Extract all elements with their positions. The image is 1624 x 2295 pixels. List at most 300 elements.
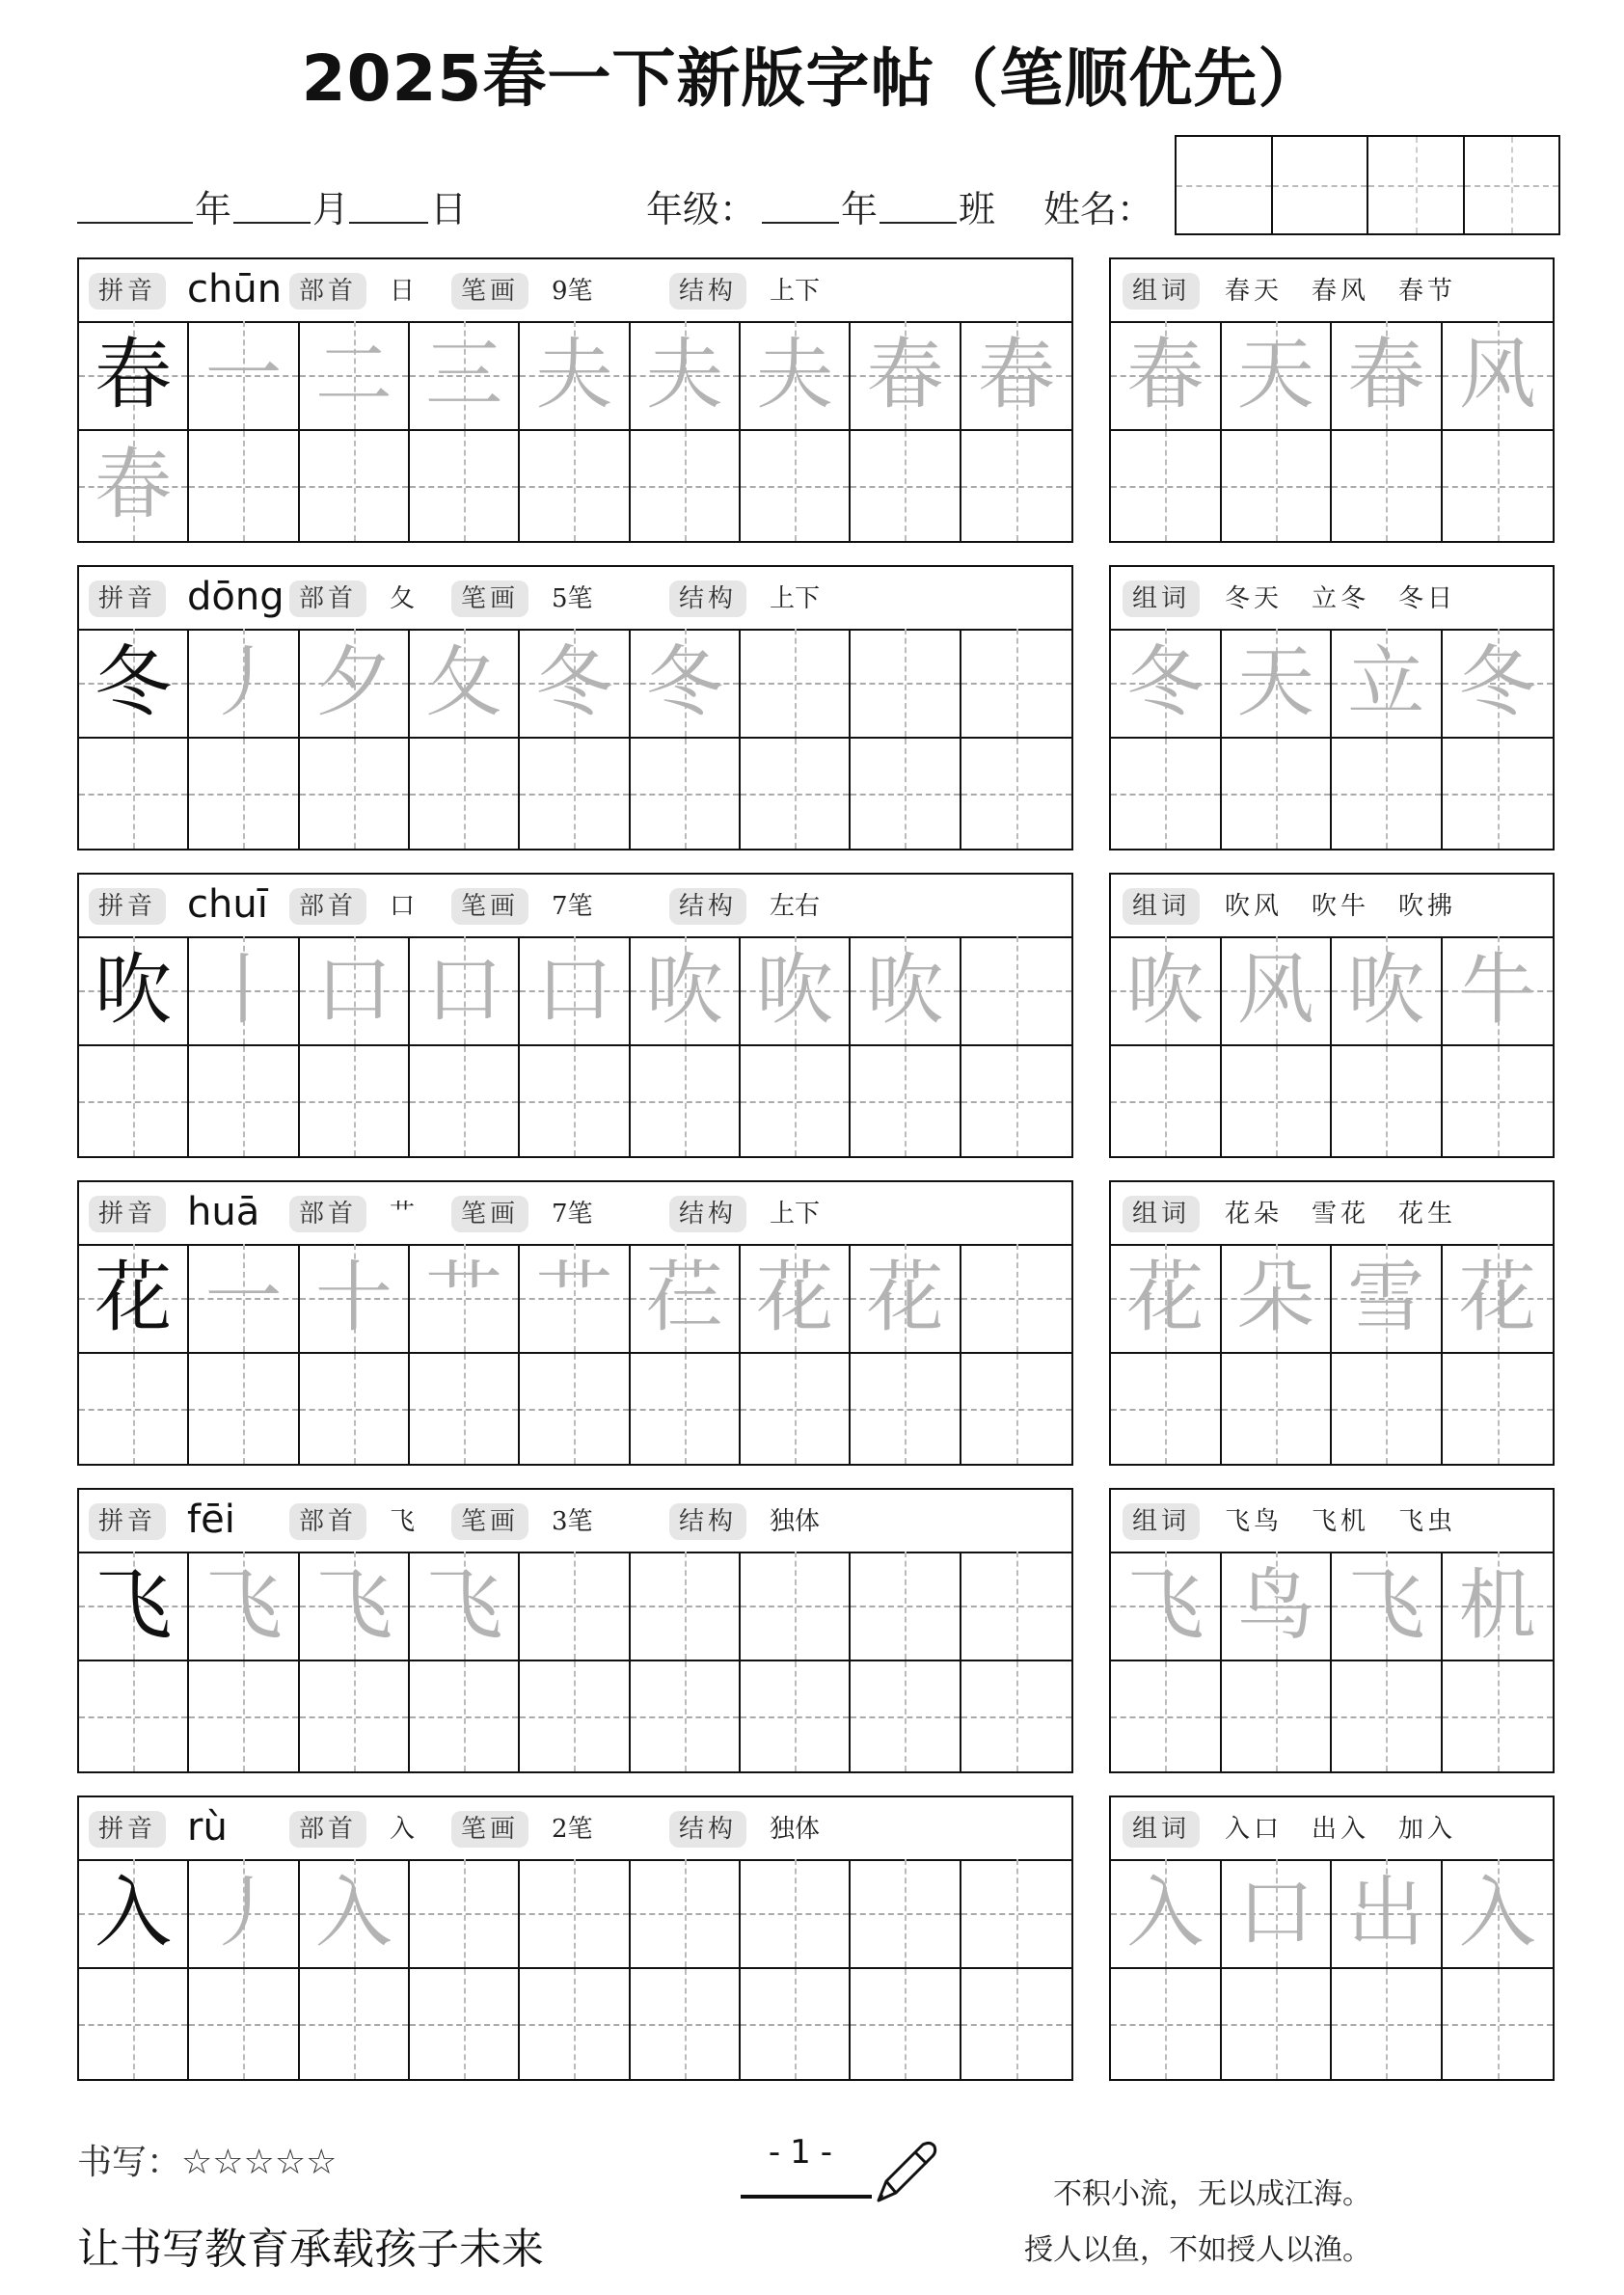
page-title: 2025春一下新版字帖（笔顺优先）	[301, 41, 1323, 116]
word-trace-cell[interactable]	[1332, 1552, 1443, 1661]
word-practice-cell[interactable]	[1222, 1354, 1333, 1464]
character-practice-block	[77, 873, 1073, 1158]
stroke-step-cell[interactable]	[961, 1552, 1071, 1661]
stroke-step-character: 入	[314, 1868, 392, 1958]
stroke-step-character: 口	[425, 945, 503, 1035]
stroke-step-character	[741, 1552, 849, 1660]
word-trace-character: 机	[1458, 1560, 1536, 1650]
stroke-step-cell[interactable]	[631, 1244, 741, 1354]
word-practice-cell[interactable]	[1443, 431, 1554, 541]
practice-cell[interactable]	[189, 1661, 299, 1771]
practice-cell[interactable]	[189, 1354, 299, 1464]
stroke-step-cell[interactable]	[300, 629, 410, 739]
word-grid	[1111, 629, 1553, 849]
practice-cell[interactable]	[961, 1046, 1071, 1156]
practice-cell[interactable]	[741, 739, 851, 849]
stroke-step-cell[interactable]	[631, 936, 741, 1046]
word-practice-cell[interactable]	[1222, 1969, 1333, 2079]
model-character: 花	[95, 1253, 173, 1342]
word-trace-cell[interactable]	[1111, 629, 1222, 739]
practice-cell[interactable]	[851, 739, 961, 849]
practice-cell[interactable]	[520, 739, 630, 849]
structure-value: 左右	[770, 892, 821, 921]
stroke-step-cell[interactable]	[741, 1244, 851, 1354]
stroke-step-cell[interactable]	[851, 936, 961, 1046]
stroke-step-cell[interactable]	[961, 629, 1071, 739]
word-trace-character: 冬	[1126, 637, 1204, 727]
stroke-step-cell[interactable]	[741, 629, 851, 739]
stroke-step-character: 二	[314, 330, 392, 419]
stroke-step-cell[interactable]	[410, 936, 520, 1046]
word-practice-block	[1109, 1180, 1555, 1466]
word-trace-cell[interactable]	[1111, 936, 1222, 1046]
strokes-value: 7笔	[552, 1200, 593, 1228]
word-trace-cell[interactable]	[1332, 936, 1443, 1046]
stroke-step-cell[interactable]	[189, 629, 299, 739]
pinyin-value: chūn	[187, 267, 283, 311]
word-grid	[1111, 936, 1553, 1156]
stroke-step-cell[interactable]	[410, 629, 520, 739]
stroke-step-character	[520, 1859, 628, 1967]
practice-cell[interactable]	[851, 1661, 961, 1771]
structure-value: 独体	[770, 1815, 821, 1844]
word-trace-character: 雪	[1347, 1253, 1425, 1342]
word-trace-character: 风	[1236, 945, 1314, 1035]
word-trace-cell[interactable]	[1332, 1859, 1443, 1969]
word-trace-cell[interactable]	[1222, 936, 1333, 1046]
stroke-step-cell[interactable]	[189, 321, 299, 431]
practice-cell[interactable]	[851, 1046, 961, 1156]
practice-cell[interactable]	[410, 1046, 520, 1156]
character-practice-block	[77, 257, 1073, 543]
model-character: 冬	[95, 637, 173, 727]
stroke-step-character: 口	[314, 945, 392, 1035]
word-practice-cell[interactable]	[1222, 1661, 1333, 1771]
pinyin-tag: 拼音	[89, 580, 166, 617]
stroke-step-cell[interactable]	[520, 1859, 630, 1969]
stroke-step-cell[interactable]	[741, 1552, 851, 1661]
writing-rating: 书写：☆☆☆☆☆	[77, 2143, 338, 2182]
character-info-header	[79, 875, 1071, 938]
day-blank[interactable]	[349, 222, 428, 224]
word-practice-cell[interactable]	[1332, 1969, 1443, 2079]
word-practice-cell[interactable]	[1443, 739, 1554, 849]
stroke-step-cell[interactable]	[189, 1244, 299, 1354]
practice-cell[interactable]	[300, 1046, 410, 1156]
word-practice-cell[interactable]	[1443, 1354, 1554, 1464]
word-trace-character: 立	[1347, 637, 1425, 727]
practice-cell[interactable]	[631, 431, 741, 541]
stroke-step-character: 夕	[314, 637, 392, 727]
pinyin-tag: 拼音	[89, 1196, 166, 1232]
word-trace-cell[interactable]	[1443, 1552, 1554, 1661]
stroke-step-cell[interactable]	[961, 936, 1071, 1046]
words-tag: 组词	[1123, 273, 1200, 310]
model-cell[interactable]	[79, 1552, 189, 1661]
stroke-step-cell[interactable]	[300, 936, 410, 1046]
strokes-value: 2笔	[552, 1815, 593, 1844]
stroke-step-cell[interactable]	[741, 1859, 851, 1969]
practice-cell[interactable]	[520, 1661, 630, 1771]
structure-value: 上下	[770, 277, 821, 306]
word-grid	[1111, 1552, 1553, 1771]
words-list: 冬天 立冬 冬日	[1225, 584, 1457, 613]
word-trace-character: 飞	[1126, 1560, 1204, 1650]
grade-year-label: 年	[841, 188, 879, 230]
practice-cell[interactable]	[410, 1354, 520, 1464]
stroke-step-character	[410, 1859, 518, 1967]
stroke-step-character: 夫	[756, 330, 834, 419]
trace-character	[79, 739, 187, 849]
practice-cell[interactable]	[300, 1661, 410, 1771]
name-cell[interactable]	[1177, 137, 1273, 233]
pinyin-value: dōng	[187, 575, 284, 619]
word-practice-cell[interactable]	[1332, 1354, 1443, 1464]
stroke-step-cell[interactable]	[520, 1552, 630, 1661]
word-trace-character: 花	[1126, 1253, 1204, 1342]
model-cell[interactable]	[79, 1859, 189, 1969]
month-blank[interactable]	[233, 222, 311, 224]
trace-character	[79, 1661, 187, 1771]
word-trace-character: 冬	[1458, 637, 1536, 727]
practice-cell[interactable]	[410, 739, 520, 849]
stroke-step-character	[851, 1552, 959, 1660]
radical-tag: 部首	[289, 888, 366, 925]
word-trace-character: 春	[1126, 330, 1204, 419]
practice-cell[interactable]	[79, 739, 189, 849]
word-trace-cell[interactable]	[1222, 1244, 1333, 1354]
practice-cell[interactable]	[961, 739, 1071, 849]
stroke-step-cell[interactable]	[300, 1859, 410, 1969]
practice-cell[interactable]	[79, 1969, 189, 2079]
word-trace-character: 入	[1458, 1868, 1536, 1958]
stroke-step-character	[631, 1552, 739, 1660]
stroke-step-character	[851, 629, 959, 737]
practice-cell[interactable]	[79, 1661, 189, 1771]
class-blank[interactable]	[880, 222, 957, 224]
practice-cell[interactable]	[189, 431, 299, 541]
stroke-step-cell[interactable]	[851, 1552, 961, 1661]
pinyin-value: rù	[187, 1805, 228, 1850]
character-practice-block	[77, 1488, 1073, 1773]
model-cell[interactable]	[79, 321, 189, 431]
character-info-header	[79, 1490, 1071, 1553]
stroke-step-cell[interactable]	[851, 629, 961, 739]
word-practice-cell[interactable]	[1111, 1354, 1222, 1464]
word-practice-cell[interactable]	[1222, 1046, 1333, 1156]
words-list: 吹风 吹牛 吹拂	[1225, 892, 1457, 921]
name-cell[interactable]	[1273, 137, 1369, 233]
word-practice-cell[interactable]	[1332, 1661, 1443, 1771]
model-cell[interactable]	[79, 629, 189, 739]
grade-year-blank[interactable]	[762, 222, 839, 224]
grade-label: 年级：	[646, 188, 757, 230]
practice-cell[interactable]	[410, 1969, 520, 2079]
word-grid	[1111, 1244, 1553, 1464]
character-info-header	[79, 1182, 1071, 1246]
stroke-step-character: 口	[535, 945, 613, 1035]
word-practice-block	[1109, 1488, 1555, 1773]
word-practice-cell[interactable]	[1332, 1046, 1443, 1156]
stroke-step-cell[interactable]	[520, 936, 630, 1046]
practice-cell[interactable]	[961, 1969, 1071, 2079]
quote-line-1: 不积小流，无以成江海。	[1053, 2177, 1371, 2211]
stroke-step-cell[interactable]	[300, 321, 410, 431]
stroke-step-character: 飞	[425, 1560, 503, 1650]
words-header	[1111, 1797, 1553, 1861]
name-cell[interactable]	[1465, 137, 1559, 233]
practice-cell[interactable]	[410, 1661, 520, 1771]
word-trace-cell[interactable]	[1443, 321, 1554, 431]
strokes-tag: 笔画	[451, 1196, 528, 1232]
practice-cell[interactable]	[79, 431, 189, 541]
stroke-step-cell[interactable]	[520, 1244, 630, 1354]
stroke-step-cell[interactable]	[520, 629, 630, 739]
stroke-step-cell[interactable]	[961, 1244, 1071, 1354]
stroke-step-character: 一	[204, 330, 283, 419]
stroke-step-cell[interactable]	[851, 1859, 961, 1969]
stroke-step-character: 丿	[204, 1868, 283, 1958]
slogan: 让书写教育承载孩子未来	[77, 2225, 544, 2274]
model-character: 吹	[95, 945, 173, 1035]
stroke-step-cell[interactable]	[189, 936, 299, 1046]
stroke-step-character: 三	[425, 330, 503, 419]
practice-cell[interactable]	[410, 431, 520, 541]
practice-cell[interactable]	[851, 1354, 961, 1464]
word-trace-cell[interactable]	[1443, 1244, 1554, 1354]
stroke-step-character: 艹	[425, 1253, 503, 1342]
practice-cell[interactable]	[189, 1046, 299, 1156]
words-header	[1111, 1182, 1553, 1246]
strokes-value: 5笔	[552, 584, 593, 613]
word-trace-cell[interactable]	[1443, 936, 1554, 1046]
stroke-step-cell[interactable]	[300, 1552, 410, 1661]
stroke-step-character	[631, 1859, 739, 1967]
word-practice-cell[interactable]	[1443, 1661, 1554, 1771]
stroke-step-character	[520, 1552, 628, 1660]
stroke-step-character	[741, 629, 849, 737]
stroke-step-cell[interactable]	[410, 1552, 520, 1661]
word-trace-character: 鸟	[1236, 1560, 1314, 1650]
stroke-step-cell[interactable]	[961, 321, 1071, 431]
word-trace-cell[interactable]	[1111, 1244, 1222, 1354]
word-practice-cell[interactable]	[1222, 431, 1333, 541]
radical-tag: 部首	[289, 580, 366, 617]
practice-cell[interactable]	[79, 1354, 189, 1464]
stroke-step-cell[interactable]	[410, 1244, 520, 1354]
name-writing-box[interactable]	[1175, 135, 1560, 235]
stroke-step-character: 吹	[756, 945, 834, 1035]
practice-cell[interactable]	[520, 1969, 630, 2079]
model-character: 入	[95, 1868, 173, 1958]
strokes-tag: 笔画	[451, 888, 528, 925]
practice-cell[interactable]	[300, 1354, 410, 1464]
trace-character	[79, 1354, 187, 1464]
practice-cell[interactable]	[741, 1661, 851, 1771]
stroke-step-character	[961, 1244, 1071, 1352]
stroke-step-cell[interactable]	[631, 1859, 741, 1969]
structure-value: 上下	[770, 584, 821, 613]
word-trace-character: 入	[1126, 1868, 1204, 1958]
stroke-step-cell[interactable]	[851, 1244, 961, 1354]
character-practice-block	[77, 1180, 1073, 1466]
stroke-step-cell[interactable]	[851, 321, 961, 431]
stroke-step-cell[interactable]	[631, 629, 741, 739]
word-trace-cell[interactable]	[1111, 1552, 1222, 1661]
word-practice-cell[interactable]	[1111, 1046, 1222, 1156]
word-practice-cell[interactable]	[1332, 431, 1443, 541]
stroke-step-cell[interactable]	[189, 1552, 299, 1661]
word-practice-cell[interactable]	[1443, 1969, 1554, 2079]
practice-cell[interactable]	[961, 431, 1071, 541]
word-trace-cell[interactable]	[1332, 321, 1443, 431]
practice-cell[interactable]	[631, 1046, 741, 1156]
day-label: 日	[430, 188, 468, 230]
radical-value: 艹	[390, 1200, 416, 1228]
practice-cell[interactable]	[741, 1046, 851, 1156]
radical-value: 夂	[390, 584, 416, 613]
practice-cell[interactable]	[631, 739, 741, 849]
stroke-step-character: 艹	[535, 1253, 613, 1342]
word-trace-cell[interactable]	[1222, 629, 1333, 739]
model-cell[interactable]	[79, 936, 189, 1046]
practice-cell[interactable]	[520, 431, 630, 541]
practice-cell[interactable]	[631, 1354, 741, 1464]
word-trace-cell[interactable]	[1443, 629, 1554, 739]
word-practice-cell[interactable]	[1111, 1661, 1222, 1771]
model-character: 飞	[95, 1560, 173, 1650]
word-trace-cell[interactable]	[1332, 629, 1443, 739]
trace-character	[79, 1969, 187, 2079]
name-label: 姓名：	[1043, 188, 1154, 230]
stroke-step-character: 丨	[204, 945, 283, 1035]
practice-cell[interactable]	[631, 1969, 741, 2079]
stroke-step-cell[interactable]	[741, 936, 851, 1046]
practice-cell[interactable]	[631, 1661, 741, 1771]
word-trace-character: 牛	[1458, 945, 1536, 1035]
word-trace-cell[interactable]	[1222, 1859, 1333, 1969]
word-trace-character: 花	[1458, 1253, 1536, 1342]
practice-cell[interactable]	[741, 1354, 851, 1464]
stroke-step-character: 芢	[645, 1253, 723, 1342]
stroke-step-cell[interactable]	[741, 321, 851, 431]
word-trace-cell[interactable]	[1443, 1859, 1554, 1969]
word-trace-character: 天	[1236, 330, 1314, 419]
word-practice-block	[1109, 565, 1555, 850]
words-header	[1111, 1490, 1553, 1553]
radical-value: 入	[390, 1815, 416, 1844]
model-cell[interactable]	[79, 1244, 189, 1354]
word-practice-cell[interactable]	[1111, 1969, 1222, 2079]
stroke-step-character	[961, 936, 1071, 1044]
practice-cell[interactable]	[300, 739, 410, 849]
word-trace-cell[interactable]	[1332, 1244, 1443, 1354]
words-list: 春天 春风 春节	[1225, 277, 1457, 306]
structure-tag: 结构	[669, 888, 746, 925]
structure-tag: 结构	[669, 1196, 746, 1232]
stroke-step-cell[interactable]	[300, 1244, 410, 1354]
word-grid	[1111, 1859, 1553, 2079]
structure-tag: 结构	[669, 580, 746, 617]
strokes-value: 3笔	[552, 1507, 593, 1536]
practice-grid	[79, 1859, 1071, 2079]
word-practice-block	[1109, 257, 1555, 543]
practice-cell[interactable]	[189, 739, 299, 849]
practice-cell[interactable]	[79, 1046, 189, 1156]
stroke-step-cell[interactable]	[410, 1859, 520, 1969]
stroke-step-cell[interactable]	[631, 1552, 741, 1661]
practice-cell[interactable]	[851, 1969, 961, 2079]
practice-cell[interactable]	[961, 1354, 1071, 1464]
stroke-step-character: 丿	[204, 637, 283, 727]
word-trace-cell[interactable]	[1222, 321, 1333, 431]
word-trace-character: 天	[1236, 637, 1314, 727]
word-trace-cell[interactable]	[1111, 1859, 1222, 1969]
strokes-tag: 笔画	[451, 1811, 528, 1848]
stroke-step-cell[interactable]	[189, 1859, 299, 1969]
word-practice-cell[interactable]	[1222, 739, 1333, 849]
word-trace-cell[interactable]	[1222, 1552, 1333, 1661]
radical-value: 口	[390, 892, 416, 921]
character-practice-block	[77, 1796, 1073, 2081]
year-blank[interactable]	[77, 222, 193, 224]
words-header	[1111, 567, 1553, 631]
words-tag: 组词	[1123, 888, 1200, 925]
radical-value: 日	[390, 277, 416, 306]
word-practice-cell[interactable]	[1111, 431, 1222, 541]
practice-cell[interactable]	[741, 1969, 851, 2079]
word-trace-character: 吹	[1347, 945, 1425, 1035]
radical-tag: 部首	[289, 1811, 366, 1848]
practice-cell[interactable]	[851, 431, 961, 541]
class-label: 班	[959, 188, 996, 230]
pinyin-value: huā	[187, 1190, 260, 1234]
words-tag: 组词	[1123, 1811, 1200, 1848]
strokes-value: 7笔	[552, 892, 593, 921]
word-practice-cell[interactable]	[1443, 1046, 1554, 1156]
stroke-step-character: 十	[314, 1253, 392, 1342]
strokes-tag: 笔画	[451, 580, 528, 617]
practice-cell[interactable]	[520, 1354, 630, 1464]
practice-cell[interactable]	[741, 431, 851, 541]
character-info-header	[79, 1797, 1071, 1861]
stroke-step-cell[interactable]	[961, 1859, 1071, 1969]
stroke-step-character: 吹	[866, 945, 944, 1035]
quote-line-2: 授人以鱼，不如授人以渔。	[1024, 2233, 1371, 2267]
stroke-step-character: 飞	[314, 1560, 392, 1650]
pinyin-tag: 拼音	[89, 1811, 166, 1848]
name-cell[interactable]	[1368, 137, 1465, 233]
word-practice-cell[interactable]	[1332, 739, 1443, 849]
stroke-step-cell[interactable]	[631, 321, 741, 431]
stroke-step-cell[interactable]	[520, 321, 630, 431]
date-grade-name-line	[0, 179, 1157, 228]
practice-cell[interactable]	[300, 1969, 410, 2079]
word-trace-character: 口	[1236, 1868, 1314, 1958]
stroke-step-cell[interactable]	[410, 321, 520, 431]
practice-cell[interactable]	[961, 1661, 1071, 1771]
practice-cell[interactable]	[300, 431, 410, 541]
radical-tag: 部首	[289, 1196, 366, 1232]
practice-cell[interactable]	[189, 1969, 299, 2079]
word-grid	[1111, 321, 1553, 541]
word-practice-cell[interactable]	[1111, 739, 1222, 849]
word-trace-cell[interactable]	[1111, 321, 1222, 431]
practice-cell[interactable]	[520, 1046, 630, 1156]
word-trace-character: 飞	[1347, 1560, 1425, 1650]
stroke-step-character: 春	[977, 330, 1055, 419]
year-label: 年	[195, 188, 232, 230]
